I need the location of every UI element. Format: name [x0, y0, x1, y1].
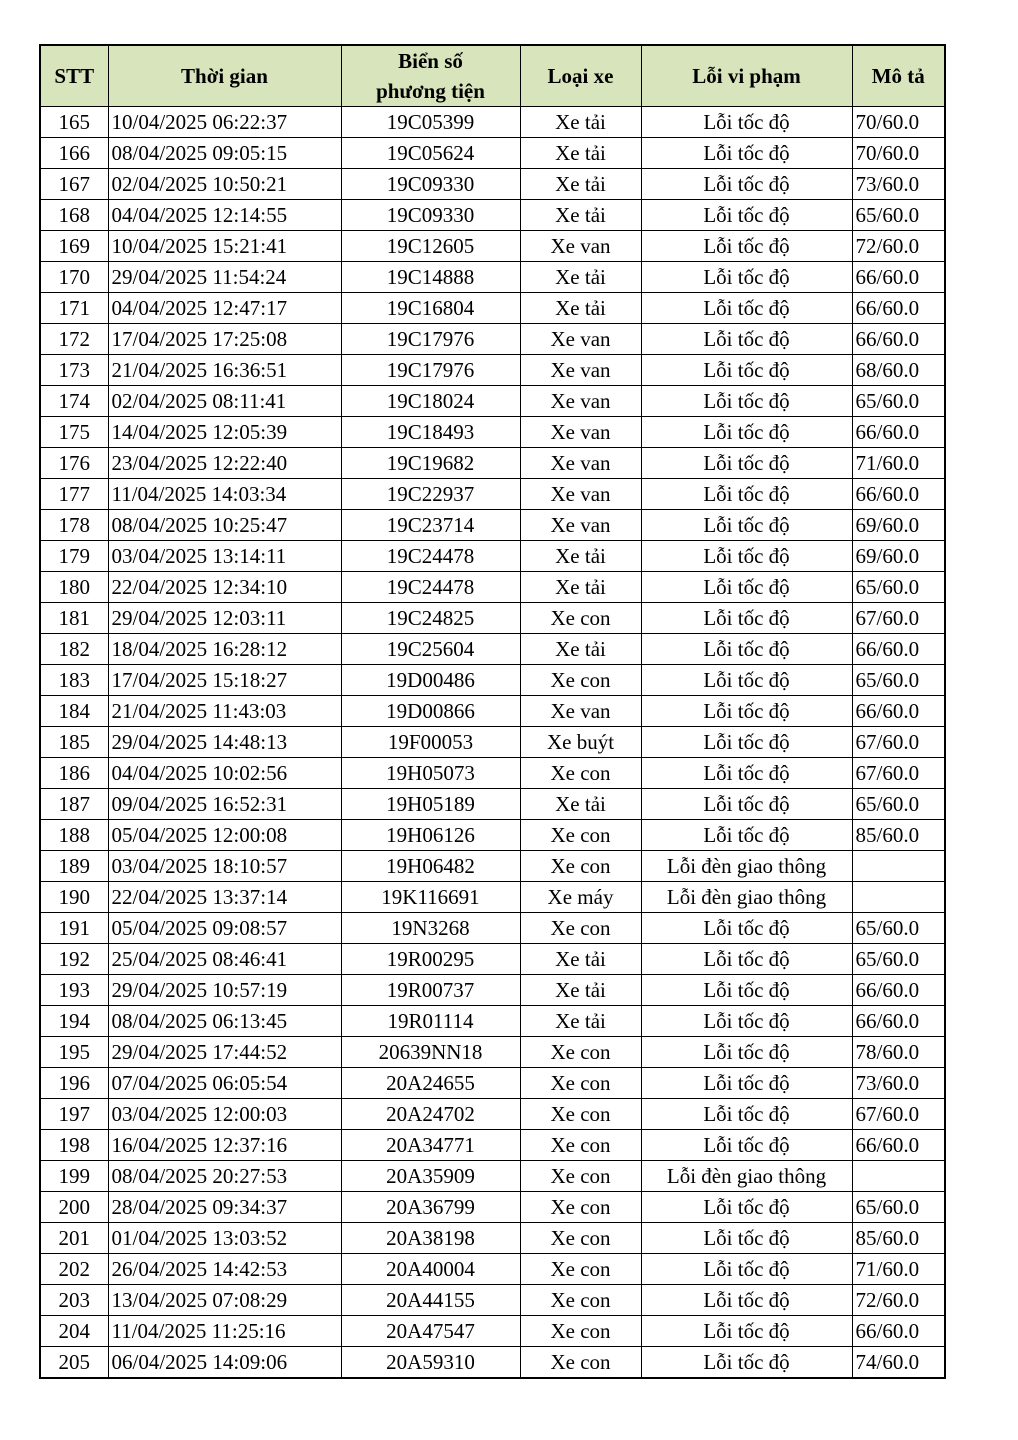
cell-time: 03/04/2025 13:14:11 [108, 541, 341, 572]
table-body [40, 107, 945, 1379]
cell-time: 28/04/2025 09:34:37 [108, 1192, 341, 1223]
cell-plate: 19D00486 [341, 665, 520, 696]
header-stt: STT [40, 45, 108, 107]
table-row [40, 510, 945, 541]
cell-vehicle-type: Xe tải [520, 541, 641, 572]
table-row [40, 572, 945, 603]
table-row [40, 107, 945, 138]
cell-description: 67/60.0 [852, 727, 945, 758]
cell-vehicle-type: Xe van [520, 696, 641, 727]
table-row [40, 1006, 945, 1037]
header-plate [341, 45, 520, 107]
cell-description: 69/60.0 [852, 510, 945, 541]
cell-violation: Lỗi tốc độ [641, 727, 852, 758]
cell-description: 85/60.0 [852, 1223, 945, 1254]
cell-plate: 19D00866 [341, 696, 520, 727]
cell-time: 29/04/2025 12:03:11 [108, 603, 341, 634]
cell-stt: 167 [40, 169, 108, 200]
cell-violation: Lỗi tốc độ [641, 1068, 852, 1099]
cell-stt: 182 [40, 634, 108, 665]
cell-vehicle-type: Xe con [520, 820, 641, 851]
cell-stt: 185 [40, 727, 108, 758]
cell-vehicle-type: Xe van [520, 417, 641, 448]
cell-description: 66/60.0 [852, 1006, 945, 1037]
table-row [40, 293, 945, 324]
cell-vehicle-type: Xe con [520, 1285, 641, 1316]
cell-time: 08/04/2025 09:05:15 [108, 138, 341, 169]
header-row [40, 45, 945, 107]
table-row [40, 1130, 945, 1161]
cell-plate: 20A38198 [341, 1223, 520, 1254]
cell-time: 09/04/2025 16:52:31 [108, 789, 341, 820]
cell-violation: Lỗi tốc độ [641, 417, 852, 448]
cell-stt: 175 [40, 417, 108, 448]
cell-stt: 192 [40, 944, 108, 975]
table-header [40, 45, 945, 107]
cell-plate: 20A40004 [341, 1254, 520, 1285]
cell-vehicle-type: Xe van [520, 448, 641, 479]
cell-time: 10/04/2025 06:22:37 [108, 107, 341, 138]
table-row [40, 851, 945, 882]
cell-description: 66/60.0 [852, 324, 945, 355]
cell-plate: 19C24478 [341, 541, 520, 572]
cell-violation: Lỗi tốc độ [641, 1037, 852, 1068]
header-plate-line2: phương tiện [376, 79, 485, 103]
cell-time: 08/04/2025 06:13:45 [108, 1006, 341, 1037]
table-row [40, 1037, 945, 1068]
table-row [40, 541, 945, 572]
cell-description: 67/60.0 [852, 603, 945, 634]
cell-description: 69/60.0 [852, 541, 945, 572]
cell-time: 17/04/2025 15:18:27 [108, 665, 341, 696]
cell-time: 04/04/2025 10:02:56 [108, 758, 341, 789]
cell-stt: 165 [40, 107, 108, 138]
table-row [40, 479, 945, 510]
cell-description: 65/60.0 [852, 572, 945, 603]
cell-description: 68/60.0 [852, 355, 945, 386]
header-violation: Lỗi vi phạm [641, 45, 852, 107]
cell-vehicle-type: Xe tải [520, 944, 641, 975]
cell-stt: 196 [40, 1068, 108, 1099]
cell-plate: 19H06482 [341, 851, 520, 882]
cell-time: 29/04/2025 14:48:13 [108, 727, 341, 758]
cell-plate: 19C19682 [341, 448, 520, 479]
table-row [40, 262, 945, 293]
cell-time: 05/04/2025 09:08:57 [108, 913, 341, 944]
cell-time: 25/04/2025 08:46:41 [108, 944, 341, 975]
cell-plate: 20A59310 [341, 1347, 520, 1379]
cell-plate: 19K116691 [341, 882, 520, 913]
cell-stt: 166 [40, 138, 108, 169]
cell-time: 17/04/2025 17:25:08 [108, 324, 341, 355]
cell-vehicle-type: Xe con [520, 1068, 641, 1099]
cell-plate: 20A34771 [341, 1130, 520, 1161]
cell-time: 04/04/2025 12:47:17 [108, 293, 341, 324]
cell-stt: 188 [40, 820, 108, 851]
cell-plate: 19C14888 [341, 262, 520, 293]
table-row [40, 603, 945, 634]
cell-vehicle-type: Xe con [520, 1161, 641, 1192]
cell-stt: 176 [40, 448, 108, 479]
table-row [40, 665, 945, 696]
cell-vehicle-type: Xe con [520, 758, 641, 789]
cell-plate: 19C22937 [341, 479, 520, 510]
cell-vehicle-type: Xe tải [520, 975, 641, 1006]
cell-description: 67/60.0 [852, 1099, 945, 1130]
cell-violation: Lỗi tốc độ [641, 262, 852, 293]
cell-time: 08/04/2025 10:25:47 [108, 510, 341, 541]
table-row [40, 1223, 945, 1254]
cell-violation: Lỗi tốc độ [641, 820, 852, 851]
cell-vehicle-type: Xe con [520, 1316, 641, 1347]
cell-plate: 19F00053 [341, 727, 520, 758]
cell-time: 10/04/2025 15:21:41 [108, 231, 341, 262]
cell-violation: Lỗi tốc độ [641, 107, 852, 138]
cell-description [852, 1161, 945, 1192]
cell-vehicle-type: Xe tải [520, 1006, 641, 1037]
cell-description: 66/60.0 [852, 975, 945, 1006]
cell-vehicle-type: Xe tải [520, 138, 641, 169]
cell-time: 01/04/2025 13:03:52 [108, 1223, 341, 1254]
cell-description: 71/60.0 [852, 448, 945, 479]
cell-description: 70/60.0 [852, 107, 945, 138]
cell-vehicle-type: Xe con [520, 665, 641, 696]
cell-description [852, 851, 945, 882]
cell-vehicle-type: Xe con [520, 1254, 641, 1285]
cell-time: 07/04/2025 06:05:54 [108, 1068, 341, 1099]
cell-time: 29/04/2025 17:44:52 [108, 1037, 341, 1068]
cell-stt: 179 [40, 541, 108, 572]
header-time: Thời gian [108, 45, 341, 107]
table-row [40, 882, 945, 913]
cell-time: 02/04/2025 08:11:41 [108, 386, 341, 417]
cell-violation: Lỗi tốc độ [641, 231, 852, 262]
cell-vehicle-type: Xe van [520, 386, 641, 417]
cell-time: 26/04/2025 14:42:53 [108, 1254, 341, 1285]
cell-stt: 168 [40, 200, 108, 231]
cell-description: 66/60.0 [852, 1316, 945, 1347]
cell-violation: Lỗi tốc độ [641, 479, 852, 510]
cell-plate: 20A44155 [341, 1285, 520, 1316]
cell-description: 66/60.0 [852, 479, 945, 510]
cell-plate: 20A47547 [341, 1316, 520, 1347]
cell-stt: 191 [40, 913, 108, 944]
cell-violation: Lỗi đèn giao thông [641, 851, 852, 882]
cell-stt: 180 [40, 572, 108, 603]
cell-plate: 20A24655 [341, 1068, 520, 1099]
cell-vehicle-type: Xe con [520, 1130, 641, 1161]
cell-stt: 194 [40, 1006, 108, 1037]
table-row [40, 789, 945, 820]
cell-violation: Lỗi tốc độ [641, 1254, 852, 1285]
table-row [40, 1161, 945, 1192]
cell-plate: 19C09330 [341, 169, 520, 200]
cell-violation: Lỗi tốc độ [641, 1006, 852, 1037]
header-plate-line1: Biển số [398, 49, 463, 73]
cell-plate: 19C18493 [341, 417, 520, 448]
cell-vehicle-type: Xe tải [520, 789, 641, 820]
cell-vehicle-type: Xe con [520, 851, 641, 882]
cell-description: 66/60.0 [852, 696, 945, 727]
cell-stt: 184 [40, 696, 108, 727]
cell-description: 67/60.0 [852, 758, 945, 789]
cell-time: 14/04/2025 12:05:39 [108, 417, 341, 448]
cell-description: 65/60.0 [852, 200, 945, 231]
cell-plate: 20A36799 [341, 1192, 520, 1223]
cell-vehicle-type: Xe van [520, 231, 641, 262]
cell-violation: Lỗi tốc độ [641, 944, 852, 975]
cell-violation: Lỗi tốc độ [641, 293, 852, 324]
cell-stt: 201 [40, 1223, 108, 1254]
cell-violation: Lỗi tốc độ [641, 1285, 852, 1316]
cell-plate: 19C16804 [341, 293, 520, 324]
cell-stt: 202 [40, 1254, 108, 1285]
table-row [40, 727, 945, 758]
table-row [40, 758, 945, 789]
cell-time: 21/04/2025 11:43:03 [108, 696, 341, 727]
cell-description: 66/60.0 [852, 634, 945, 665]
cell-description: 73/60.0 [852, 1068, 945, 1099]
cell-violation: Lỗi tốc độ [641, 975, 852, 1006]
cell-description: 72/60.0 [852, 1285, 945, 1316]
cell-description: 65/60.0 [852, 944, 945, 975]
cell-time: 03/04/2025 18:10:57 [108, 851, 341, 882]
cell-stt: 177 [40, 479, 108, 510]
table-row [40, 200, 945, 231]
cell-description: 85/60.0 [852, 820, 945, 851]
cell-stt: 181 [40, 603, 108, 634]
cell-stt: 197 [40, 1099, 108, 1130]
cell-plate: 19C17976 [341, 355, 520, 386]
cell-plate: 19C05624 [341, 138, 520, 169]
cell-vehicle-type: Xe tải [520, 572, 641, 603]
cell-stt: 178 [40, 510, 108, 541]
cell-plate: 20639NN18 [341, 1037, 520, 1068]
table-row [40, 1192, 945, 1223]
cell-description: 71/60.0 [852, 1254, 945, 1285]
cell-vehicle-type: Xe tải [520, 634, 641, 665]
cell-time: 22/04/2025 13:37:14 [108, 882, 341, 913]
cell-vehicle-type: Xe tải [520, 293, 641, 324]
cell-plate: 19R00737 [341, 975, 520, 1006]
cell-time: 03/04/2025 12:00:03 [108, 1099, 341, 1130]
cell-stt: 190 [40, 882, 108, 913]
cell-stt: 195 [40, 1037, 108, 1068]
cell-violation: Lỗi tốc độ [641, 1316, 852, 1347]
table-row [40, 169, 945, 200]
cell-violation: Lỗi tốc độ [641, 634, 852, 665]
cell-plate: 19R01114 [341, 1006, 520, 1037]
cell-description: 78/60.0 [852, 1037, 945, 1068]
cell-violation: Lỗi đèn giao thông [641, 1161, 852, 1192]
cell-stt: 169 [40, 231, 108, 262]
cell-plate: 19C25604 [341, 634, 520, 665]
cell-violation: Lỗi tốc độ [641, 510, 852, 541]
cell-stt: 183 [40, 665, 108, 696]
cell-stt: 204 [40, 1316, 108, 1347]
cell-vehicle-type: Xe con [520, 1099, 641, 1130]
table-row [40, 324, 945, 355]
cell-violation: Lỗi tốc độ [641, 1347, 852, 1379]
cell-stt: 200 [40, 1192, 108, 1223]
cell-vehicle-type: Xe tải [520, 169, 641, 200]
table-row [40, 386, 945, 417]
cell-vehicle-type: Xe con [520, 1037, 641, 1068]
cell-description: 73/60.0 [852, 169, 945, 200]
cell-vehicle-type: Xe van [520, 355, 641, 386]
cell-description: 66/60.0 [852, 293, 945, 324]
cell-time: 16/04/2025 12:37:16 [108, 1130, 341, 1161]
cell-description: 66/60.0 [852, 262, 945, 293]
cell-vehicle-type: Xe buýt [520, 727, 641, 758]
cell-time: 13/04/2025 07:08:29 [108, 1285, 341, 1316]
cell-description [852, 882, 945, 913]
cell-violation: Lỗi tốc độ [641, 758, 852, 789]
table-row [40, 1068, 945, 1099]
cell-plate: 20A35909 [341, 1161, 520, 1192]
cell-plate: 19C12605 [341, 231, 520, 262]
cell-stt: 171 [40, 293, 108, 324]
cell-violation: Lỗi tốc độ [641, 696, 852, 727]
table-row [40, 1347, 945, 1379]
cell-vehicle-type: Xe tải [520, 107, 641, 138]
cell-plate: 19H06126 [341, 820, 520, 851]
cell-stt: 198 [40, 1130, 108, 1161]
cell-plate: 19R00295 [341, 944, 520, 975]
header-vehicle-type: Loại xe [520, 45, 641, 107]
cell-description: 70/60.0 [852, 138, 945, 169]
cell-violation: Lỗi tốc độ [641, 789, 852, 820]
cell-violation: Lỗi tốc độ [641, 355, 852, 386]
cell-description: 66/60.0 [852, 417, 945, 448]
cell-vehicle-type: Xe tải [520, 262, 641, 293]
table-row [40, 231, 945, 262]
cell-description: 65/60.0 [852, 1192, 945, 1223]
table-row [40, 944, 945, 975]
cell-time: 02/04/2025 10:50:21 [108, 169, 341, 200]
cell-vehicle-type: Xe con [520, 1347, 641, 1379]
cell-time: 08/04/2025 20:27:53 [108, 1161, 341, 1192]
cell-description: 65/60.0 [852, 665, 945, 696]
cell-time: 29/04/2025 11:54:24 [108, 262, 341, 293]
cell-violation: Lỗi tốc độ [641, 169, 852, 200]
table-row [40, 1316, 945, 1347]
cell-stt: 170 [40, 262, 108, 293]
cell-vehicle-type: Xe con [520, 603, 641, 634]
table-row [40, 448, 945, 479]
cell-plate: 19C18024 [341, 386, 520, 417]
cell-time: 11/04/2025 11:25:16 [108, 1316, 341, 1347]
cell-time: 06/04/2025 14:09:06 [108, 1347, 341, 1379]
table-row [40, 417, 945, 448]
cell-time: 29/04/2025 10:57:19 [108, 975, 341, 1006]
table-row [40, 975, 945, 1006]
cell-violation: Lỗi tốc độ [641, 200, 852, 231]
table-row [40, 1099, 945, 1130]
cell-violation: Lỗi tốc độ [641, 1130, 852, 1161]
cell-time: 18/04/2025 16:28:12 [108, 634, 341, 665]
cell-violation: Lỗi tốc độ [641, 1099, 852, 1130]
cell-plate: 19C17976 [341, 324, 520, 355]
cell-violation: Lỗi tốc độ [641, 138, 852, 169]
cell-violation: Lỗi tốc độ [641, 572, 852, 603]
cell-plate: 19C24478 [341, 572, 520, 603]
table-row [40, 634, 945, 665]
cell-stt: 203 [40, 1285, 108, 1316]
cell-vehicle-type: Xe tải [520, 200, 641, 231]
cell-stt: 186 [40, 758, 108, 789]
cell-plate: 20A24702 [341, 1099, 520, 1130]
cell-violation: Lỗi tốc độ [641, 1192, 852, 1223]
cell-vehicle-type: Xe van [520, 479, 641, 510]
cell-violation: Lỗi tốc độ [641, 1223, 852, 1254]
cell-time: 21/04/2025 16:36:51 [108, 355, 341, 386]
cell-plate: 19C24825 [341, 603, 520, 634]
table-row [40, 1285, 945, 1316]
cell-time: 04/04/2025 12:14:55 [108, 200, 341, 231]
cell-time: 11/04/2025 14:03:34 [108, 479, 341, 510]
cell-plate: 19C23714 [341, 510, 520, 541]
cell-violation: Lỗi tốc độ [641, 324, 852, 355]
cell-time: 05/04/2025 12:00:08 [108, 820, 341, 851]
cell-time: 23/04/2025 12:22:40 [108, 448, 341, 479]
cell-stt: 199 [40, 1161, 108, 1192]
table-row [40, 138, 945, 169]
cell-vehicle-type: Xe con [520, 1192, 641, 1223]
cell-description: 66/60.0 [852, 1130, 945, 1161]
cell-violation: Lỗi tốc độ [641, 448, 852, 479]
cell-vehicle-type: Xe van [520, 324, 641, 355]
cell-stt: 187 [40, 789, 108, 820]
cell-vehicle-type: Xe con [520, 913, 641, 944]
cell-stt: 174 [40, 386, 108, 417]
cell-stt: 189 [40, 851, 108, 882]
cell-description: 65/60.0 [852, 913, 945, 944]
cell-violation: Lỗi tốc độ [641, 386, 852, 417]
cell-stt: 172 [40, 324, 108, 355]
table-row [40, 820, 945, 851]
cell-violation: Lỗi tốc độ [641, 541, 852, 572]
cell-stt: 205 [40, 1347, 108, 1379]
cell-time: 22/04/2025 12:34:10 [108, 572, 341, 603]
cell-plate: 19C09330 [341, 200, 520, 231]
cell-vehicle-type: Xe máy [520, 882, 641, 913]
cell-vehicle-type: Xe van [520, 510, 641, 541]
cell-description: 65/60.0 [852, 789, 945, 820]
cell-violation: Lỗi tốc độ [641, 913, 852, 944]
cell-description: 72/60.0 [852, 231, 945, 262]
cell-plate: 19N3268 [341, 913, 520, 944]
table-row [40, 1254, 945, 1285]
cell-violation: Lỗi tốc độ [641, 665, 852, 696]
cell-violation: Lỗi đèn giao thông [641, 882, 852, 913]
table-row [40, 913, 945, 944]
cell-plate: 19H05073 [341, 758, 520, 789]
cell-description: 74/60.0 [852, 1347, 945, 1379]
table-row [40, 696, 945, 727]
table-row [40, 355, 945, 386]
cell-vehicle-type: Xe con [520, 1223, 641, 1254]
cell-plate: 19H05189 [341, 789, 520, 820]
violations-table [39, 44, 946, 1379]
cell-stt: 193 [40, 975, 108, 1006]
cell-description: 65/60.0 [852, 386, 945, 417]
cell-violation: Lỗi tốc độ [641, 603, 852, 634]
header-description: Mô tả [852, 45, 945, 107]
cell-plate: 19C05399 [341, 107, 520, 138]
cell-stt: 173 [40, 355, 108, 386]
